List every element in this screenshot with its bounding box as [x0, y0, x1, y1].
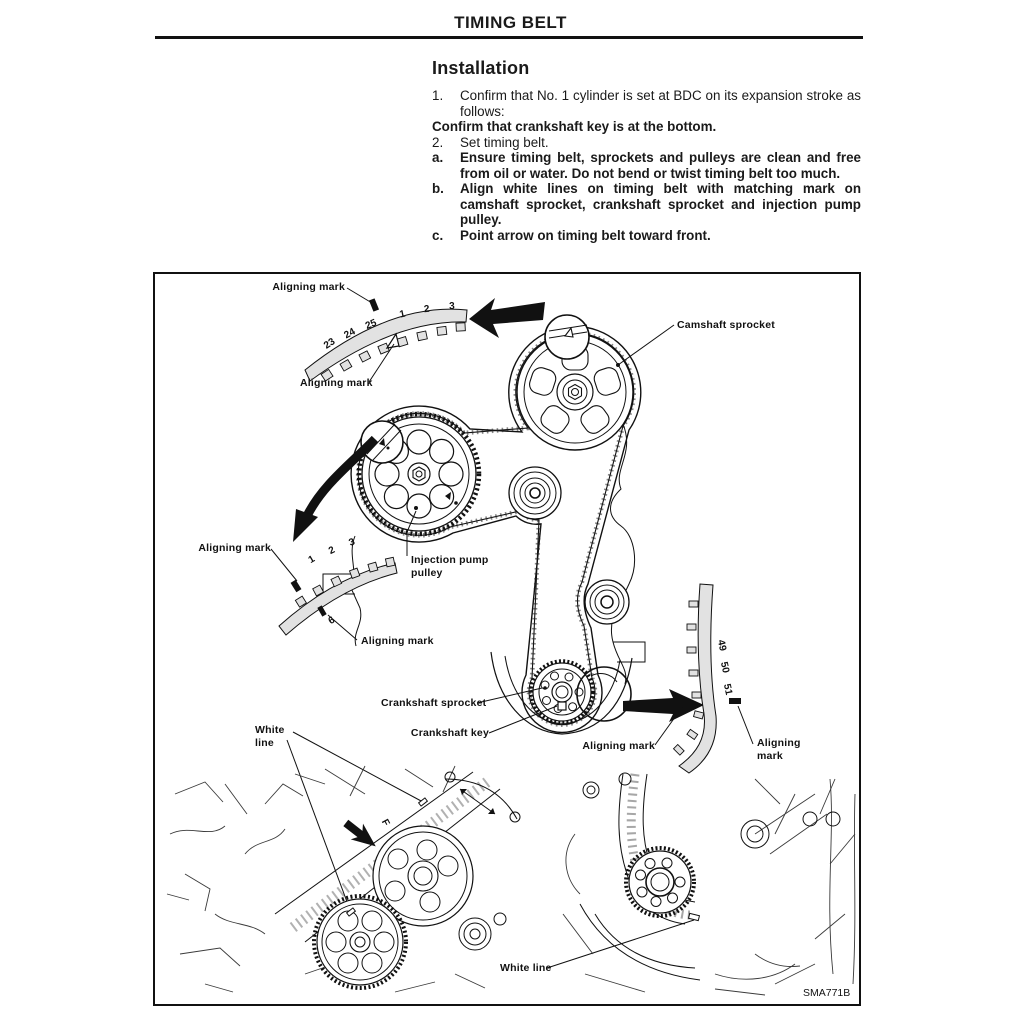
step-text: Confirm that No. 1 cylinder is set at BDC on its expansion stroke as follows: — [460, 88, 861, 119]
label-crankshaft-key: Crankshaft key — [410, 727, 489, 739]
step-text: Point arrow on timing belt toward front. — [460, 227, 711, 243]
label-aligning-mark-top-2: Aligning mark — [300, 377, 373, 389]
step-text: Align white lines on timing belt with matching mark on camshaft sprocket, crankshaft sprocket and injection pump pulley. — [460, 181, 861, 227]
label-white-line-right: White line — [500, 962, 552, 974]
step-marker: 1. — [432, 88, 444, 103]
crankshaft-sprocket — [531, 661, 593, 723]
tooth-number: 3 — [347, 536, 357, 549]
tooth-number: 2 — [326, 544, 337, 557]
section-heading: Installation — [432, 58, 530, 78]
aligning-mark-paint — [291, 580, 302, 593]
front-mark-letter: F — [378, 817, 392, 829]
step-b — [432, 181, 861, 228]
installation-instructions — [432, 58, 861, 243]
label-white-line-left: White line — [255, 724, 285, 749]
aligning-mark-paint — [673, 698, 685, 704]
arrow-to-pump-detail-head — [293, 509, 318, 542]
step-text: Confirm that crankshaft key is at the bottom. — [432, 119, 717, 134]
step-marker: c. — [432, 227, 444, 243]
label-injection-pump-pulley: Injection pump pulley — [411, 554, 489, 579]
direction-arrows — [293, 298, 704, 722]
step-text: Set timing belt. — [460, 134, 549, 150]
belt-segment-crankshaft — [673, 584, 741, 773]
idler-pulley-upper — [509, 467, 561, 519]
belt-segment-pump — [279, 536, 397, 635]
front-direction-arrow — [340, 815, 382, 854]
crankshaft-key-mark — [558, 702, 566, 710]
tooth-number: 6 — [326, 614, 337, 627]
header-rule — [155, 36, 863, 39]
label-aligning-mark-right-2: Aligning mark — [757, 737, 801, 762]
label-crankshaft-sprocket: Crankshaft sprocket — [381, 697, 487, 709]
timing-belt-figure — [153, 272, 861, 1006]
step-text: Ensure timing belt, sprockets and pulleys are clean and free from oil or water. Do not bend or twist timing belt too much. — [460, 150, 861, 181]
step-1 — [432, 88, 861, 119]
label-aligning-mark-top-1: Aligning mark — [272, 281, 345, 293]
tooth-number: 1 — [306, 553, 317, 566]
aligning-mark-paint — [729, 698, 741, 704]
tooth-number: 24 — [342, 326, 358, 342]
tooth-number: 23 — [321, 336, 338, 352]
white-line-mark — [419, 798, 428, 806]
tooth-number: 2 — [423, 303, 431, 316]
label-aligning-mark-right-1: Aligning mark — [582, 740, 655, 752]
aligning-mark-paint — [369, 298, 379, 311]
label-camshaft-sprocket: Camshaft sprocket — [677, 319, 775, 331]
figure-id: SMA771B — [803, 987, 851, 999]
step-c — [432, 228, 861, 244]
arrow-to-camshaft-detail — [469, 298, 545, 338]
timing-belt-diagram — [155, 274, 859, 1004]
step-a — [432, 150, 861, 181]
tooth-number: 50 — [717, 660, 731, 675]
step-marker: a. — [432, 150, 444, 165]
tooth-number: 3 — [448, 300, 455, 313]
inset-front-view — [167, 766, 520, 992]
tooth-number: 49 — [714, 638, 728, 653]
tooth-number: 1 — [398, 308, 407, 321]
tooth-number: 25 — [363, 317, 379, 332]
page-title: TIMING BELT — [454, 13, 567, 32]
label-aligning-mark-left-2: Aligning mark — [361, 635, 434, 647]
belt-segment-camshaft — [305, 298, 467, 381]
step-note — [432, 119, 861, 135]
step-marker: b. — [432, 181, 444, 196]
tooth-number: 51 — [720, 682, 734, 697]
white-line-mark — [689, 913, 700, 920]
label-aligning-mark-left-1: Aligning mark — [198, 542, 271, 554]
inset-crankshaft-view — [563, 773, 855, 995]
step-2 — [432, 135, 861, 151]
idler-pulley-lower — [585, 580, 629, 624]
magnifier-camshaft — [545, 315, 589, 359]
step-marker: 2. — [432, 134, 444, 150]
